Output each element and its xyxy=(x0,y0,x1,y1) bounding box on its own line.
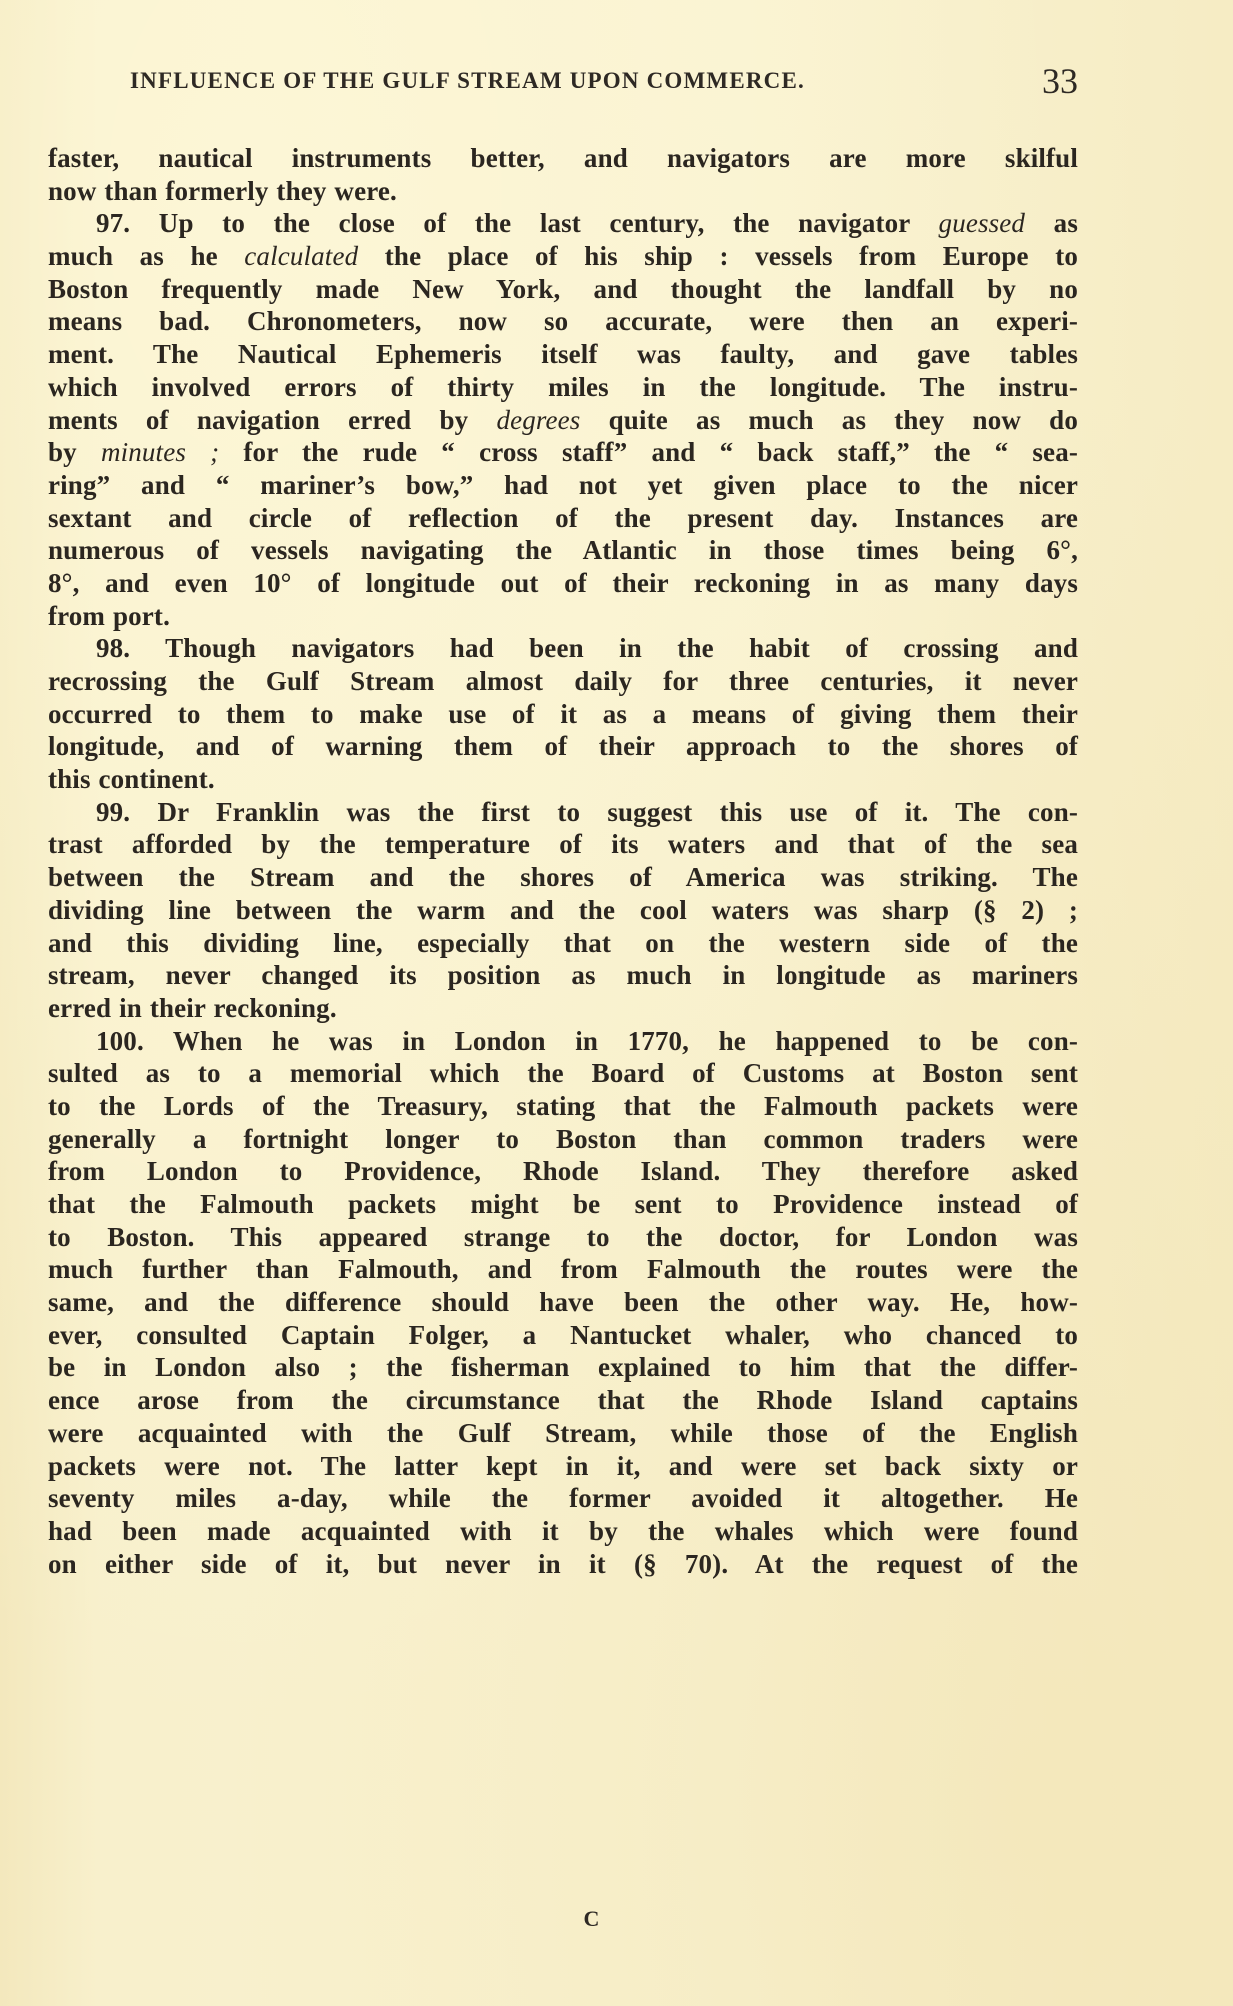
text-line: generally a fortnight longer to Boston than common traders were xyxy=(48,1123,1078,1154)
text-line: which involved errors of thirty miles in the longitude. The instru- xyxy=(48,371,1078,402)
page-number: 33 xyxy=(1042,61,1078,101)
text-line: Boston frequently made New York, and thought the landfall by no xyxy=(48,273,1078,304)
paragraph-first-line: 100. When he was in London in 1770, he happened to be con- xyxy=(96,1025,1078,1056)
italic-emphasis: degrees xyxy=(496,404,581,435)
text-line: ence arose from the circumstance that the Rhode Island captains xyxy=(48,1385,1078,1416)
text-line: from port. xyxy=(48,600,170,631)
paragraph-first-line: 97. Up to the close of the last century, the navigator guessed as xyxy=(96,208,1078,239)
text-line: had been made acquainted with it by the whales which were found xyxy=(48,1515,1078,1546)
text-line: be in London also ; the fisherman explained to him that the differ- xyxy=(48,1352,1078,1383)
text-line: longitude, and of warning them of their approach to the shores of xyxy=(48,731,1078,762)
text-line: seventy miles a-day, while the former avoided it altogether. He xyxy=(48,1483,1078,1514)
text-line: dividing line between the warm and the cool waters was sharp (§ 2) ; xyxy=(48,894,1078,925)
text-line: and this dividing line, especially that on the western side of the xyxy=(48,927,1078,958)
italic-emphasis: guessed xyxy=(938,208,1026,239)
text-line: ment. The Nautical Ephemeris itself was faulty, and gave tables xyxy=(48,339,1078,370)
paragraph-first-line: 99. Dr Franklin was the first to suggest this use of it. The con- xyxy=(96,796,1078,827)
text-line: same, and the difference should have been the other way. He, how- xyxy=(48,1287,1078,1318)
text-line: stream, never changed its position as much in longitude as mariners xyxy=(48,960,1078,991)
text-line: by minutes ; for the rude “ cross staff” and “ back staff,” the “ sea- xyxy=(48,437,1078,468)
text-line: between the Stream and the shores of America was striking. The xyxy=(48,862,1078,893)
text-line: erred in their reckoning. xyxy=(48,992,337,1023)
italic-emphasis: calculated xyxy=(244,241,359,272)
text-line: numerous of vessels navigating the Atlantic in those times being 6°, xyxy=(48,535,1078,566)
signature-mark xyxy=(0,1906,1233,1932)
running-title: INFLUENCE OF THE GULF STREAM UPON COMMERCE. xyxy=(130,68,805,93)
text-line: recrossing the Gulf Stream almost daily for three centuries, it never xyxy=(48,666,1078,696)
text-line: to Boston. This appeared strange to the doctor, for London was xyxy=(48,1221,1078,1252)
text-line: sulted as to a memorial which the Board of Customs at Boston sent xyxy=(48,1058,1078,1089)
text-line: that the Falmouth packets might be sent to Providence instead of xyxy=(48,1189,1078,1219)
text-line: this continent. xyxy=(48,764,215,795)
text-line: ever, consulted Captain Folger, a Nantucket whaler, who chanced to xyxy=(48,1319,1078,1350)
text-line: packets were not. The latter kept in it, and were set back sixty or xyxy=(48,1450,1078,1481)
text-line: sextant and circle of reflection of the present day. Instances are xyxy=(48,502,1078,533)
text-line: faster, nautical instruments better, and navigators are more skilful xyxy=(48,143,1078,173)
text-line: to the Lords of the Treasury, stating that the Falmouth packets were xyxy=(48,1090,1078,1121)
italic-emphasis: minutes ; xyxy=(100,437,220,468)
text-line: much as he calculated the place of his ship : vessels from Europe to xyxy=(48,241,1078,272)
text-line: occurred to them to make use of it as a means of giving them their xyxy=(48,698,1078,729)
text-line: trast afforded by the temperature of its waters and that of the sea xyxy=(48,829,1078,860)
text-line: on either side of it, but never in it (§ 70). At the request of the xyxy=(48,1548,1078,1579)
text-line: ring” and “ mariner’s bow,” had not yet given place to the nicer xyxy=(48,469,1078,500)
text-line: means bad. Chronometers, now so accurate, were then an experi- xyxy=(48,306,1078,337)
text-line: now than formerly they were. xyxy=(48,175,397,206)
body-text xyxy=(48,142,1078,1580)
text-line: from London to Providence, Rhode Island. They therefore asked xyxy=(48,1156,1078,1187)
text-line: 8°, and even 10° of longitude out of their reckoning in as many days xyxy=(48,567,1078,598)
text-line: were acquainted with the Gulf Stream, while those of the English xyxy=(48,1417,1078,1448)
text-line: much further than Falmouth, and from Falmouth the routes were the xyxy=(48,1254,1078,1285)
paragraph-first-line: 98. Though navigators had been in the habit of crossing and xyxy=(96,633,1078,664)
signature-mark-letter: C xyxy=(583,1906,600,1931)
running-head xyxy=(130,60,1078,100)
text-line: ments of navigation erred by degrees quite as much as they now do xyxy=(48,404,1078,435)
